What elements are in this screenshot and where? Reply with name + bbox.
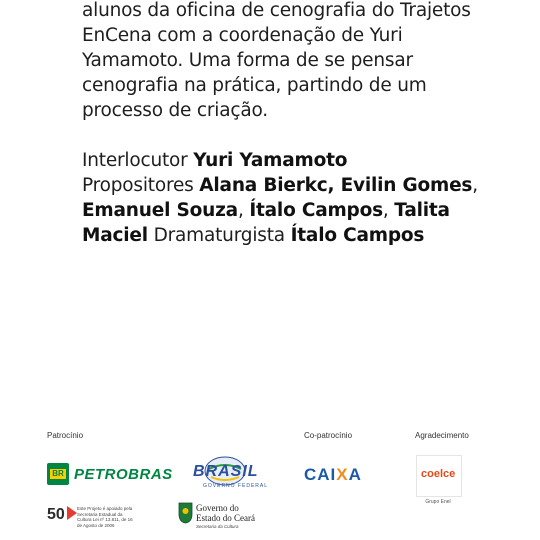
- governo-ceara-logo: [178, 502, 278, 530]
- propositores-names-2: Emanuel Souza: [82, 200, 238, 221]
- interlocutor-label: Interlocutor: [82, 150, 188, 171]
- coelce-box: [416, 455, 462, 497]
- interlocutor-name: Yuri Yamamoto: [193, 150, 348, 171]
- secult-law-note: Este Projeto é apoiado pela Secretaria Estadual da Cultura Lei nº 13.811, de 16 de Agosto de 2006: [77, 506, 133, 528]
- governo-ceara-wordmark: Governo do Estado do Ceará: [196, 503, 255, 523]
- separator: ,: [472, 175, 478, 196]
- coelce-logo: [416, 455, 462, 507]
- coelce-subtitle: Grupo Enel: [425, 499, 451, 505]
- caixa-wordmark: CAIXA: [304, 465, 362, 484]
- dramaturgista-label: Dramaturgista: [153, 225, 285, 246]
- petrobras-br-icon: BR: [47, 463, 69, 485]
- paragraph-spacer: [82, 123, 502, 148]
- brasil-governo-federal-logo: [189, 455, 269, 491]
- coelce-wordmark: coelce: [421, 468, 456, 480]
- credits-paragraph: [82, 148, 502, 248]
- dramaturgista-name: Ítalo Campos: [290, 225, 425, 246]
- agradecimento-label: Agradecimento: [415, 431, 469, 440]
- copatrocinio-label: Co-patrocínio: [304, 431, 353, 440]
- petrobras-wordmark: PETROBRAS: [74, 466, 173, 483]
- brasil-wordmark: BRASIL: [193, 463, 259, 480]
- petrobras-logo: [47, 463, 177, 487]
- fifty-years-logo: [47, 502, 157, 526]
- governo-federal-text: GOVERNO FEDERAL: [203, 483, 269, 489]
- ceara-crest-icon: [178, 502, 193, 524]
- caixa-logo: [304, 465, 374, 487]
- fifty-years-number: 50: [47, 506, 65, 523]
- separator: ,: [382, 200, 389, 221]
- ribbon-icon: [67, 506, 77, 520]
- article-body: [82, 0, 502, 248]
- separator: ,: [237, 200, 250, 221]
- propositores-names-3: Ítalo Campos: [249, 200, 383, 221]
- propositores-label: Propositores: [82, 175, 194, 196]
- patrocinio-label: Patrocínio: [47, 431, 84, 440]
- secretaria-cultura-text: Secretaria da Cultura: [196, 524, 239, 529]
- description-paragraph: alunos da oficina de cenografia do Trajetos EnCena com a coordenação de Yuri Yamamoto. Uma forma de se pensar cenografia na prática, partindo de um processo de criação.: [82, 0, 471, 121]
- propositores-names-1: Alana Bierkc, Evilin Gomes: [199, 175, 473, 196]
- propositores-names-4: Talita Maciel: [82, 200, 450, 246]
